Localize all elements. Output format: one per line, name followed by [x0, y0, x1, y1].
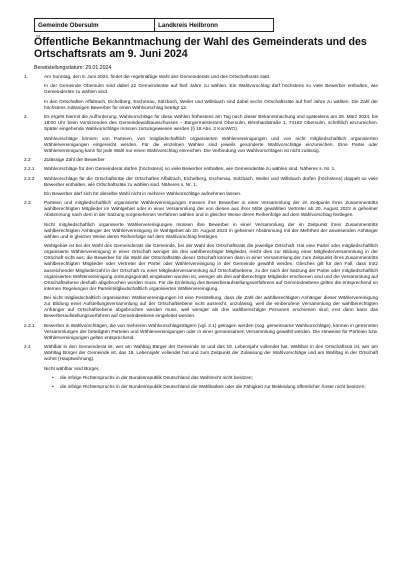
notice-title: Öffentliche Bekanntmachung der Wahl des Gemeinderats und des Ortschaftsrats am 9. Juni 2024 — [34, 36, 367, 60]
section-7 — [24, 345, 378, 376]
section-body — [44, 75, 378, 115]
paragraph: In der Gemeinde Obersulm sind dabei 22 Gemeinderäte auf fünf Jahre zu wählen. Ein Wahlvorschlag darf höchstens so viele Bewerber enthalten, wie Gemeinderäte zu wählen sind. — [44, 84, 378, 96]
section-0 — [24, 75, 378, 115]
bullet-text: die infolge Richterspruchs in der Bundesrepublik Deutschland das Wahlrecht nicht besitzen; — [60, 375, 253, 381]
district-cell: Landkreis Heilbronn — [155, 19, 274, 32]
notice-body — [24, 75, 378, 376]
section-3 — [24, 167, 378, 176]
municipality-cell: Gemeinde Obersulm — [35, 19, 155, 32]
paragraph: Wahlgebiet ist bei der Wahl des Gemeinderats die Gemeinde, bei der Wahl des Ortschaftsrats die jeweilige Ortschaft. Hat eine Partei oder mitgliedschaftlich organisierte Wählervereinigung in einer Ortschaft weniger als drei wahlberechtigte Mitglieder, reicht dies zur Bildung einer Mitgliederversammlung in der Ortschaft nicht aus; die Bewerber für die Wahl der Ortschaftsräte dieser Ortschaft können dann in einer Versammlung der zum Zeitpunkt ihres Zusammentritts wahlberechtigten Mitglieder oder Vertreter der Partei oder Wählervereinigung in der Gemeinde gewählt werden. Gleiches gilt für den Fall, dass trotz ausreichender Mitgliederzahl in der Ortschaft zu einer Mitgliederversammlung auf Ortschaftsebene, zu der nach der Satzung der Partei oder mitgliedschaftlich organisierten Wählervereinigung ordnungsgemäß eingeladen worden ist, weniger als drei wahlberechtigte Mitglieder erschienen sind und die Versammlung auf Ortschaftsebene deshalb abgebrochen worden muss. Für die Einleitung des Bewerberaufstellungsverfahrens auf Gemeindeebene gelten die entsprechend en internen Regelungen der Partei/mitgliedschaftlich organisierten Wählervereinigung. — [44, 244, 379, 292]
paragraph: Wahlvorschläge für die Ortschaftsräte der Ortschaften Affaltrach, Eichelberg, Eschenau, Sülzbach, Weiler und Willsbach dürfen (höchstens) doppelt so viele Bewerber enthalten, wie Ortschaftsräte zu wählen sind. Näheres s. Nr. 1. — [44, 176, 378, 188]
paragraph: Ein Bewerber darf sich für dieselbe Wahl nicht in mehrere Wahlvorschläge aufnehmen lassen. — [44, 191, 242, 197]
paragraph: Zulässige Zahl der Bewerber — [44, 157, 105, 163]
section-1 — [24, 115, 378, 158]
section-number: 1. — [24, 75, 28, 80]
section-2 — [24, 158, 378, 167]
paragraph: Parteien und mitgliedschaftlich organisierte Wählervereinigungen müssen ihre Bewerber in einer Versammlung der im Zeitpunkt ihres Zusammentritts wahlberechtigten Mitglieder im Wahlgebiet oder in einer Versammlung der von diesen aus ihrer Mitte gewählten Vertreter ab 20. August 2023 in geheimer Abstimmung nach dem in der Satzung vorgesehenen Verfahren wählen und in gleicher Weise deren Reihenfolge auf dem Wahlvorschlag festlegen. — [44, 201, 378, 219]
section-body — [44, 177, 378, 202]
section-number: 2.4 — [24, 345, 31, 351]
paragraph: In den Ortschaften Affaltrach, Eichelberg, Eschenau, Sülzbach, Weiler und Willsbach sind dabei sechs Ortschaftsräte auf fünf Jahre zu wählen. Die Zahl der höchstens zulässigen Bewerber für einen Wahlvorschlag beträgt 12. — [44, 99, 378, 111]
section-number: 2.2 — [24, 157, 31, 163]
bullet-icon: • — [52, 375, 54, 381]
paragraph: Es ergeht hiermit die Aufforderung, Wahlvorschläge für diese Wahlen frühestens am Tag nach dieser Bekanntmachung und spätestens am 28. März 2024, bis 18:00 Uhr beim Vorsitzenden des Gemeindewahlausschusses – Bürgermeisteramt Obersulm, Bernhardstraße 1, 74182 Obersulm, schriftlich einzureichen. Später eingehende Wahlvorschläge müssen zurückgewiesen werden (§ 18 Abs. 2 KomWO). — [44, 115, 378, 133]
section-body — [44, 201, 378, 323]
paragraph: Bei nicht mitgliedschaftlich organisierten Wählervereinigungen ist eine Feststellung, dass die Zahl der wahlberechtigten Anhänger dieser Wählervereinigung zur Bildung einer Aufstellungsversammlung auf der Ortschaftsebene nicht ausreicht, unzulässig, weil die einberufene Versammlung der wahlberechtigten Anhänger auf Ortschaftsebene abgebrochen werden muss, weil weniger als drei wahlberechtigte Personen erschienen sind; erst dann kann das Bewerberaufstellungsverfahren auf Gemeindeebene eingeleitet werden. — [44, 296, 378, 320]
bullet-text: die infolge Richterspruchs in der Bundesrepublik Deutschland die Wählbarkeit oder die Fähigkeit zur Bekleidung öffentlicher Ämter nicht besitzen; — [60, 385, 366, 391]
section-number: 2.2.1 — [24, 167, 35, 173]
bullet-list — [24, 376, 378, 395]
paragraph: Nicht wählbar sind Bürger, — [44, 366, 100, 372]
section-number: 2.2.2 — [24, 176, 35, 182]
section-body — [44, 324, 378, 345]
section-number: 2. — [24, 115, 28, 121]
paragraph: Nicht mitgliedschaftlich organisierte Wählervereinigungen müssen ihre Bewerber in einer Versammlung der im Zeitpunkt ihres Zusammentritts wahlberechtigten Anhänger der Wählervereinigung im Wahlgebiet ab 20. August 2023 in geheimer Abstimmung mit der Mehrheit der anwesenden Anhänger wählen und in gleicher Weise deren Reihenfolge auf dem Wahlvorschlag festlegen. — [44, 222, 378, 240]
section-body — [44, 345, 378, 376]
bullet-item — [52, 376, 378, 385]
header-table — [34, 18, 274, 32]
section-body — [44, 115, 378, 158]
section-number: 2.3.1 — [24, 323, 35, 329]
section-number: 2.3 — [24, 201, 31, 207]
section-body — [44, 158, 378, 167]
section-6 — [24, 324, 378, 345]
issued-date: Bereitstellungsdatum: 29.01.2024 — [34, 65, 112, 71]
paragraph: Wählbar in den Gemeinderat ist, wer am Wahltag Bürger der Gemeinde ist und das 18. Lebensjahr vollendet hat. Wählbar in den Ortschaftsrat ist, wer am Wahltag Bürger der Gemeinde ist, das 18. Lebensjahr vollendet hat und zum Zeitpunkt der Zulassung der Wahlvorschläge und am Wahltag in der Ortschaft wohnt (Hauptwohnung). — [44, 345, 378, 363]
paragraph: Wahlvorschläge für den Gemeinderat dürfen (höchstens) so viele Bewerber enthalten, wie Gemeinderäte zu wählen sind. Näheres s. Nr. 1. — [44, 167, 336, 173]
paragraph: Bewerber in Wahlvorschlägen, die von mehreren Wahlvorschlagsträgern (vgl. 2.1) getragen werden (sog. gemeinsame Wahlvorschläge), können in getrennten Versammlungen der beteiligten Parteien und Wählervereinigungen oder in einer gemeinsamen Versammlung gewählt werden. Die Hinweise für Parteien bzw. Wählervereinigungen gelten entsprechend. — [44, 323, 378, 341]
paragraph: Am Sonntag, den 9. Juni 2024, findet die regelmäßige Wahl des Gemeinderats und des Ortschaftsrats statt. — [44, 75, 271, 80]
section-body — [44, 167, 378, 176]
paragraph: Wahlvorschläge können von Parteien, von mitgliedschaftlich organisierten Wählervereinigungen und von nicht mitgliedschaftlich organisierten Wählervereinigungen eingereicht werden. Für die einzelnen Wahlen sind jeweils gesonderte Wahlvorschläge einzureichen. Eine Partei oder Wählervereinigung kann für jede Wahl nur einen Wahlvorschlag einreichen. Die Verbindung von Wahlvorschlägen ist nicht zulässig. — [44, 136, 378, 154]
section-5 — [24, 201, 378, 323]
bullet-icon: • — [52, 385, 54, 391]
section-4 — [24, 177, 378, 202]
bullet-item — [52, 385, 378, 394]
